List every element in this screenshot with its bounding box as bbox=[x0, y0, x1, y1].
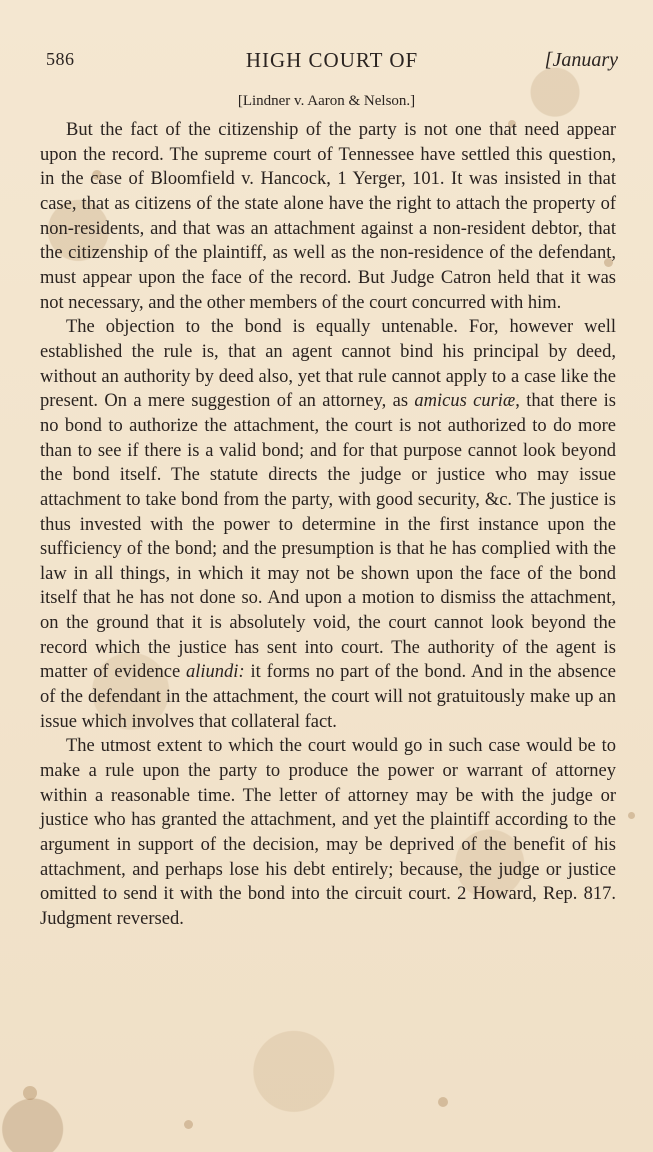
page-number: 586 bbox=[46, 49, 75, 69]
page-header bbox=[46, 46, 618, 76]
case-caption: [Lindner v. Aaron & Nelson.] bbox=[237, 93, 416, 109]
paragraph-3: The utmost extent to which the court would go in such case would be to make a rule upon the party to produce the power or warrant of attorney within a reasonable time. The letter of attorney may be with the judge or justice who has granted the attachment, and yet the plaintiff according to the argument in support of the decision, may be deprived of the benefit of his attachment, and perhaps lose his debt entirely; because, the judge or justice omitted to send it with the bond into the circuit court. 2 Howard, Rep. 817. Judgment reversed. bbox=[40, 736, 616, 929]
foxing-stain bbox=[23, 1086, 37, 1100]
aliundi-italic: aliundi: bbox=[186, 662, 245, 683]
foxing-stain bbox=[184, 1120, 193, 1129]
body-text bbox=[40, 118, 616, 932]
running-month: [January bbox=[544, 49, 618, 71]
paragraph-2 bbox=[40, 315, 616, 734]
paragraph-2-text-b: , that there is no bond to authorize the attachment, the court is not authorized to do more than to see if there is a valid bond; and for that purpose cannot look beyond the bond itself. The statute directs the judge or justice who may issue attachment to take bond from the party, with good security, &c. The justice is thus invested with the power to determine in the first instance upon the sufficiency of the bond; and the presumption is that he has complied with the law in all things, in which it may not be shown upon the face of the bond itself that he has not done so. And upon a motion to dismiss the attachment, on the ground that it is absolutely void, the court cannot look beyond the record which the justice has sent into court. The authority of the agent is matter of evidence bbox=[40, 391, 616, 683]
paragraph-2-text-c: it forms no part of the bond. And in the absence of the defendant in the attachment, the court will not gratuitously make up an issue which involves that collateral fact. bbox=[40, 662, 616, 732]
running-head: HIGH COURT OF bbox=[245, 48, 419, 72]
foxing-stain bbox=[628, 812, 635, 819]
paragraph-2-text-a: The objection to the bond is equally untenable. For, however well established the rule is, that an agent cannot bind his principal by deed, without an authority by deed also, yet that rule cannot apply to a case like the present. On a mere suggestion of an attorney, as bbox=[40, 317, 616, 412]
paragraph-1: But the fact of the citizenship of the party is not one that need appear upon the record. The supreme court of Tennessee have settled this question, in the case of Bloomfield v. Hancock, 1 Yerger, 101. It was insisted in that case, that as citizens of the state alone have the right to attach the property of non-residents, and that was an attachment against a non-resident debtor, that the citizenship of the plaintiff, as well as the non-residence of the defendant, must appear upon the face of the record. But Judge Catron held that it was not necessary, and the other members of the court concurred with him. bbox=[40, 120, 616, 313]
amicus-curiae-italic: amicus curiæ bbox=[414, 391, 516, 412]
foxing-stain bbox=[438, 1097, 448, 1107]
